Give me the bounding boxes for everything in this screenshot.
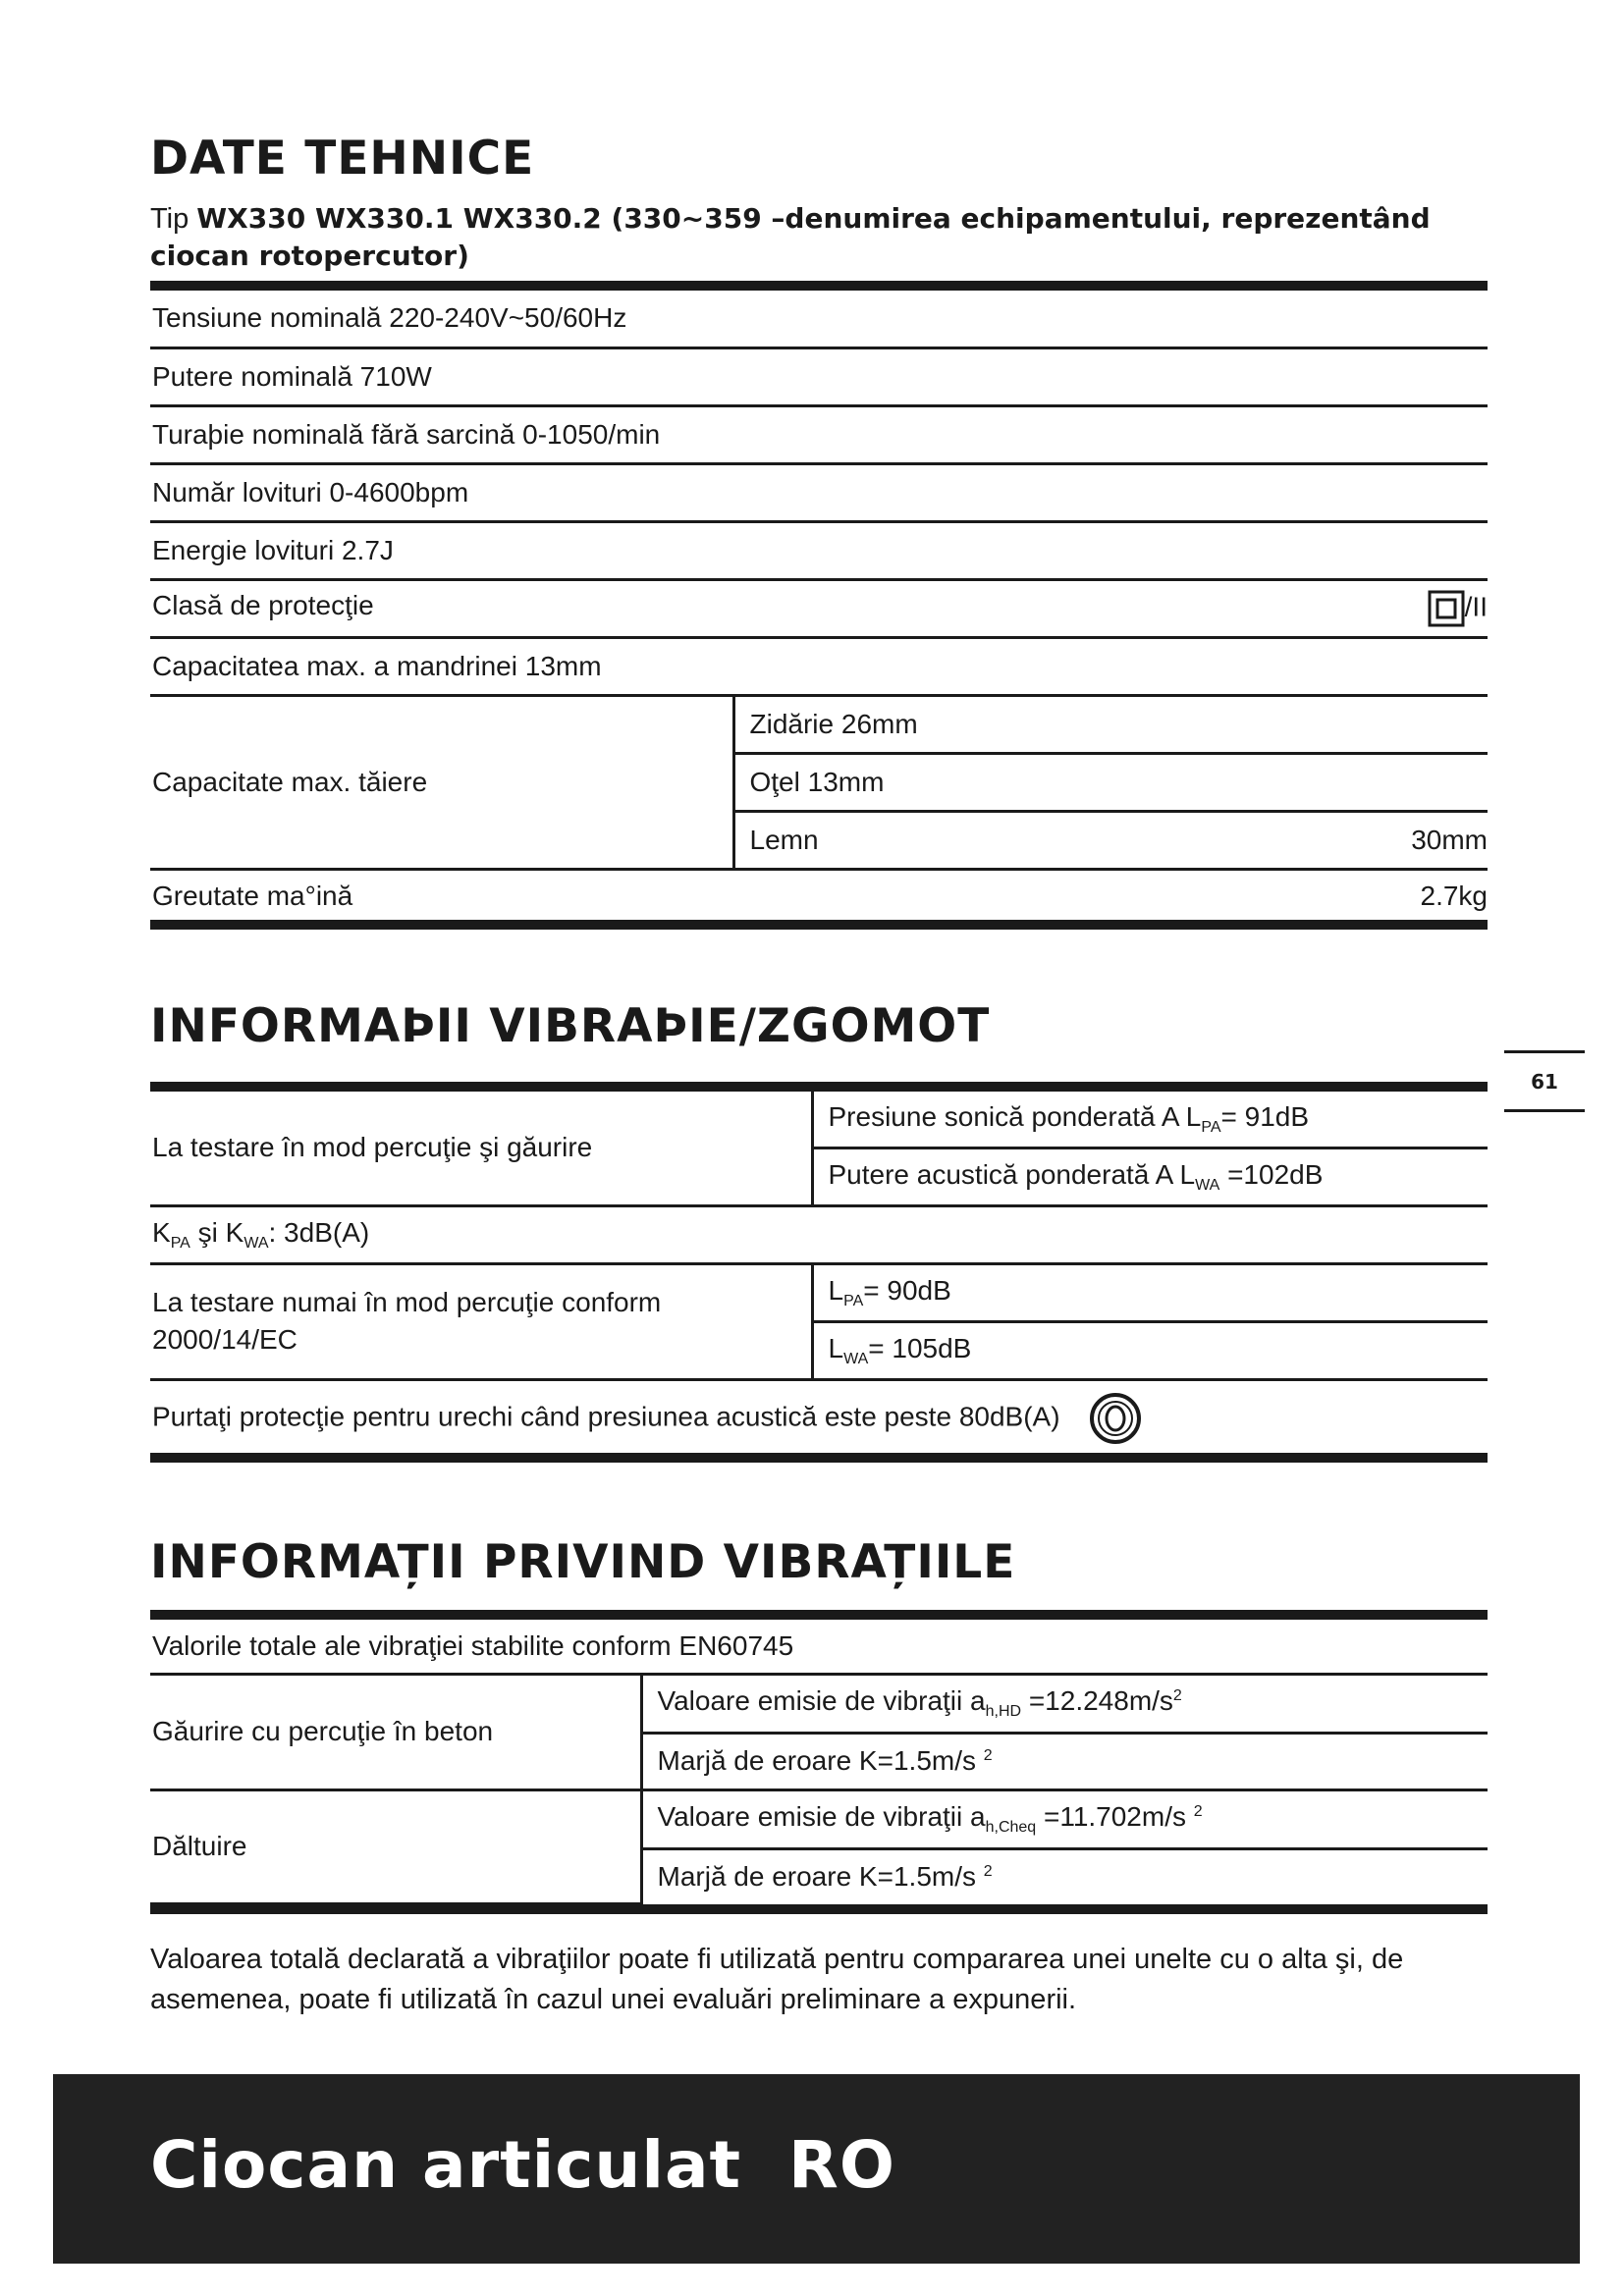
cutting-wood-label: Lemn	[749, 824, 819, 855]
page-number-rule	[1504, 1050, 1585, 1053]
k-and: şi K	[189, 1216, 244, 1248]
divider	[150, 1453, 1488, 1463]
sound-pressure-value: = 91dB	[1220, 1100, 1310, 1132]
chiseling-error-sup: 2	[983, 1862, 993, 1880]
technical-table	[150, 291, 1488, 923]
k-letter: K	[152, 1216, 171, 1248]
chiseling-emission-sup: 2	[1193, 1803, 1203, 1820]
drilling-emission-value: =12.248m/s	[1021, 1685, 1173, 1716]
sound-pressure-prefix: Presiune sonică ponderată A L	[828, 1100, 1202, 1132]
chiseling-emission	[641, 1789, 1488, 1848]
table-row	[150, 347, 1488, 405]
table-cell: Putere nominală 710W	[150, 347, 1488, 405]
sound-power-sub: WA	[1195, 1176, 1220, 1194]
cutting-label: Capacitate max. tăiere	[150, 695, 733, 869]
lpa-number: = 90dB	[863, 1274, 951, 1306]
test2-label: La testare numai în mod percuţie conform 2000/14/EC	[150, 1263, 812, 1379]
table-row	[150, 1674, 1488, 1733]
lpa-value	[812, 1263, 1488, 1321]
chiseling-error	[641, 1848, 1488, 1903]
table-row	[150, 579, 1488, 637]
drilling-emission-sup: 2	[1172, 1687, 1182, 1704]
drilling-emission	[641, 1674, 1488, 1733]
table-row	[150, 695, 1488, 753]
lwa-number: = 105dB	[868, 1332, 972, 1363]
table-row	[150, 1620, 1488, 1674]
sound-power-prefix: Putere acustică ponderată A L	[828, 1158, 1196, 1190]
table-row	[150, 521, 1488, 579]
page-number-text: 61	[1531, 1070, 1558, 1094]
type-models: WX330 WX330.1 WX330.2 (330~359 –denumirea echipamentului, reprezentând ciocan rotopercutor)	[150, 202, 1431, 272]
technical-heading: DATE TEHNICE	[150, 132, 535, 186]
divider	[150, 281, 1488, 291]
sound-power-value: =102dB	[1219, 1158, 1324, 1190]
divider	[150, 1082, 1488, 1092]
table-row	[150, 463, 1488, 521]
table-cell: Număr lovituri 0-4600bpm	[150, 463, 1488, 521]
type-line	[150, 200, 1488, 275]
lwa-letter: L	[828, 1332, 844, 1363]
k-value: : 3dB(A)	[268, 1216, 370, 1248]
page-number	[1504, 1050, 1585, 1115]
double-insulation-icon	[1428, 590, 1465, 627]
chiseling-label: Dăltuire	[150, 1789, 641, 1903]
chiseling-emission-value: =11.702m/s	[1036, 1801, 1186, 1832]
test1-label: La testare în mod percuţie şi găurire	[150, 1092, 812, 1205]
table-row	[150, 1092, 1488, 1148]
lwa-sub: WA	[843, 1350, 869, 1367]
sound-pressure	[812, 1092, 1488, 1148]
sound-power	[812, 1148, 1488, 1205]
noise-heading: INFORMAÞII VIBRAÞIE/ZGOMOT	[150, 999, 991, 1053]
cutting-masonry: Zidărie 26mm	[733, 695, 1488, 753]
vibration-note: Valoarea totală declarată a vibraţiilor poate fi utilizată pentru compararea unei unelte cu o alta şi, de asemenea, poate fi utilizată în cazul unei evaluări preliminare a expunerii.	[150, 1944, 1404, 2015]
drilling-label: Găurire cu percuţie în beton	[150, 1674, 641, 1789]
cutting-wood	[733, 811, 1488, 869]
protection-row	[150, 579, 1488, 637]
vibration-heading: INFORMAȚII PRIVIND VIBRAȚIILE	[150, 1535, 1016, 1589]
vibration-intro: Valorile totale ale vibraţiei stabilite conform EN60745	[150, 1620, 1488, 1674]
protection-class	[1428, 590, 1488, 627]
drilling-error-sup: 2	[983, 1747, 993, 1764]
table-cell: Tensiune nominală 220-240V~50/60Hz	[150, 291, 1488, 347]
weight-label: Greutate ma°ină	[152, 881, 353, 912]
lpa-sub: PA	[843, 1292, 864, 1309]
table-row	[150, 1789, 1488, 1848]
footer-band	[53, 2074, 1580, 2264]
k-pa-sub: PA	[170, 1234, 190, 1252]
k-wa-sub: WA	[244, 1234, 269, 1252]
sound-pressure-sub: PA	[1201, 1118, 1221, 1136]
divider	[150, 1904, 1488, 1914]
vibration-table	[150, 1620, 1488, 1905]
cutting-wood-value: 30mm	[1411, 824, 1488, 855]
table-row	[150, 1205, 1488, 1263]
table-row	[150, 291, 1488, 347]
lwa-value	[812, 1321, 1488, 1379]
ear-protection-icon	[1089, 1392, 1142, 1445]
noise-table	[150, 1092, 1488, 1456]
type-prefix: Tip	[150, 203, 189, 235]
chiseling-error-text: Marjă de eroare K=1.5m/s	[657, 1860, 976, 1892]
footer-title: Ciocan articulat RO	[150, 2127, 895, 2203]
weight-value: 2.7kg	[1420, 881, 1488, 912]
ear-protection-row	[150, 1379, 1488, 1456]
chiseling-emission-sub: h,Cheq	[985, 1819, 1037, 1836]
table-row	[150, 1379, 1488, 1456]
drilling-emission-sub: h,HD	[985, 1703, 1022, 1720]
uncertainty	[150, 1205, 1488, 1263]
divider	[150, 920, 1488, 930]
ear-protection-text: Purtaţi protecţie pentru urechi când presiunea acustică este peste 80dB(A)	[152, 1401, 1060, 1432]
table-cell: Energie lovituri 2.7J	[150, 521, 1488, 579]
divider	[150, 1610, 1488, 1620]
table-row	[150, 869, 1488, 923]
protection-label: Clasă de protecţie	[152, 589, 374, 620]
table-row	[150, 1263, 1488, 1321]
chiseling-emission-prefix: Valoare emisie de vibraţii a	[657, 1801, 986, 1832]
drilling-error	[641, 1733, 1488, 1789]
page-number-rule	[1504, 1109, 1585, 1112]
table-row	[150, 405, 1488, 463]
table-cell: Capacitatea max. a mandrinei 13mm	[150, 637, 1488, 695]
protection-value: /II	[1464, 590, 1488, 621]
table-row	[150, 637, 1488, 695]
lpa-letter: L	[828, 1274, 844, 1306]
table-cell: Turaþie nominală fără sarcină 0-1050/min	[150, 405, 1488, 463]
drilling-emission-prefix: Valoare emisie de vibraţii a	[657, 1685, 986, 1716]
drilling-error-text: Marjă de eroare K=1.5m/s	[657, 1745, 976, 1776]
cutting-steel: Oţel 13mm	[733, 753, 1488, 811]
weight-row	[150, 869, 1488, 923]
